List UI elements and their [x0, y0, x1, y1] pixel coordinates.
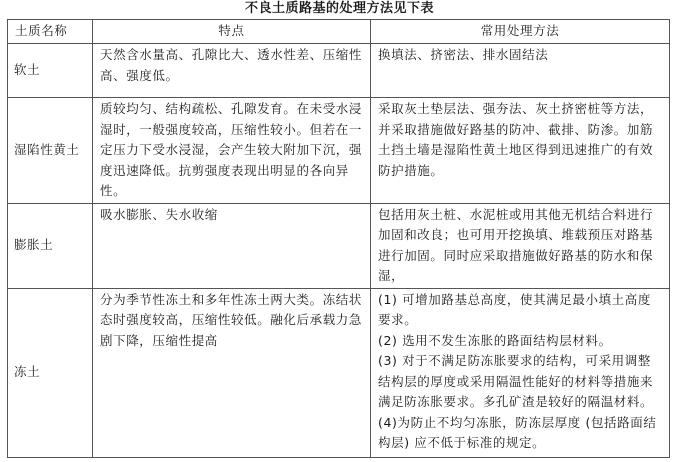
soil-name-cell: 湿陷性黄土 — [8, 98, 93, 204]
soil-name-cell: 软土 — [8, 44, 93, 98]
method-line: (4)为防止不均匀冻胀，防冻层厚度 (包括路面结构层) 应不低于标准的规定。 — [378, 414, 657, 450]
table-row — [8, 44, 670, 98]
header-soil-name: 土质名称 — [8, 20, 93, 44]
method-line: (2) 选用不发生冻胀的路面结构层材料。 — [378, 332, 612, 348]
method-line: 包括用灰土桩、水泥桩或用其他无机结合料进行加固和改良；也可用开挖换填、堆载预压对路基进行加固。同时应采取措施做好路基的防水和保湿， — [378, 206, 654, 283]
header-features: 特点 — [93, 20, 371, 44]
soil-name-cell: 冻土 — [8, 288, 93, 457]
methods-cell — [371, 203, 670, 288]
methods-cell — [371, 288, 670, 457]
features-cell: 分为季节性冻土和多年性冻土两大类。冻结状态时强度较高，压缩性较低。融化后承载力急剧下降，压缩性提高 — [93, 288, 371, 457]
features-cell: 质较均匀、结构疏松、孔隙发育。在未受水浸湿时，一般强度较高，压缩性较小。但若在一定压力下受水浸湿，会产生较大附加下沉，强度迅速降低。抗剪强度表现出明显的各向异性。 — [93, 98, 371, 204]
table-row — [8, 98, 670, 204]
soil-treatment-table — [7, 19, 670, 458]
header-methods: 常用处理方法 — [371, 20, 670, 44]
methods-cell — [371, 98, 670, 204]
methods-cell — [371, 44, 670, 98]
soil-name-cell: 膨胀土 — [8, 203, 93, 288]
features-cell: 天然含水量高、孔隙比大、透水性差、压缩性高、强度低。 — [93, 44, 371, 98]
method-line: 采取灰土垫层法、强夯法、灰土挤密桩等方法，并采取措施做好路基的防冲、截排、防渗。加筋土挡土墙是湿陷性黄土地区得到迅速推广的有效防护措施。 — [378, 101, 654, 178]
table-row — [8, 288, 670, 457]
method-line: 换填法、挤密法、排水固结法 — [378, 47, 549, 62]
method-line: (3) 对于不满足防冻胀要求的结构，可采用调整结构层的厚度或采用隔温性能好的材料等措施来满足防冻胀要求。多孔矿渣是较好的隔温材料。 — [378, 353, 654, 409]
features-cell: 吸水膨胀、失水收缩 — [93, 203, 371, 288]
table-row — [8, 203, 670, 288]
method-line: (1) 可增加路基总高度，使其满足最小填土高度要求。 — [378, 291, 651, 327]
table-title: 不良土质路基的处理方法见下表 — [244, 1, 434, 16]
header-row — [8, 20, 670, 44]
